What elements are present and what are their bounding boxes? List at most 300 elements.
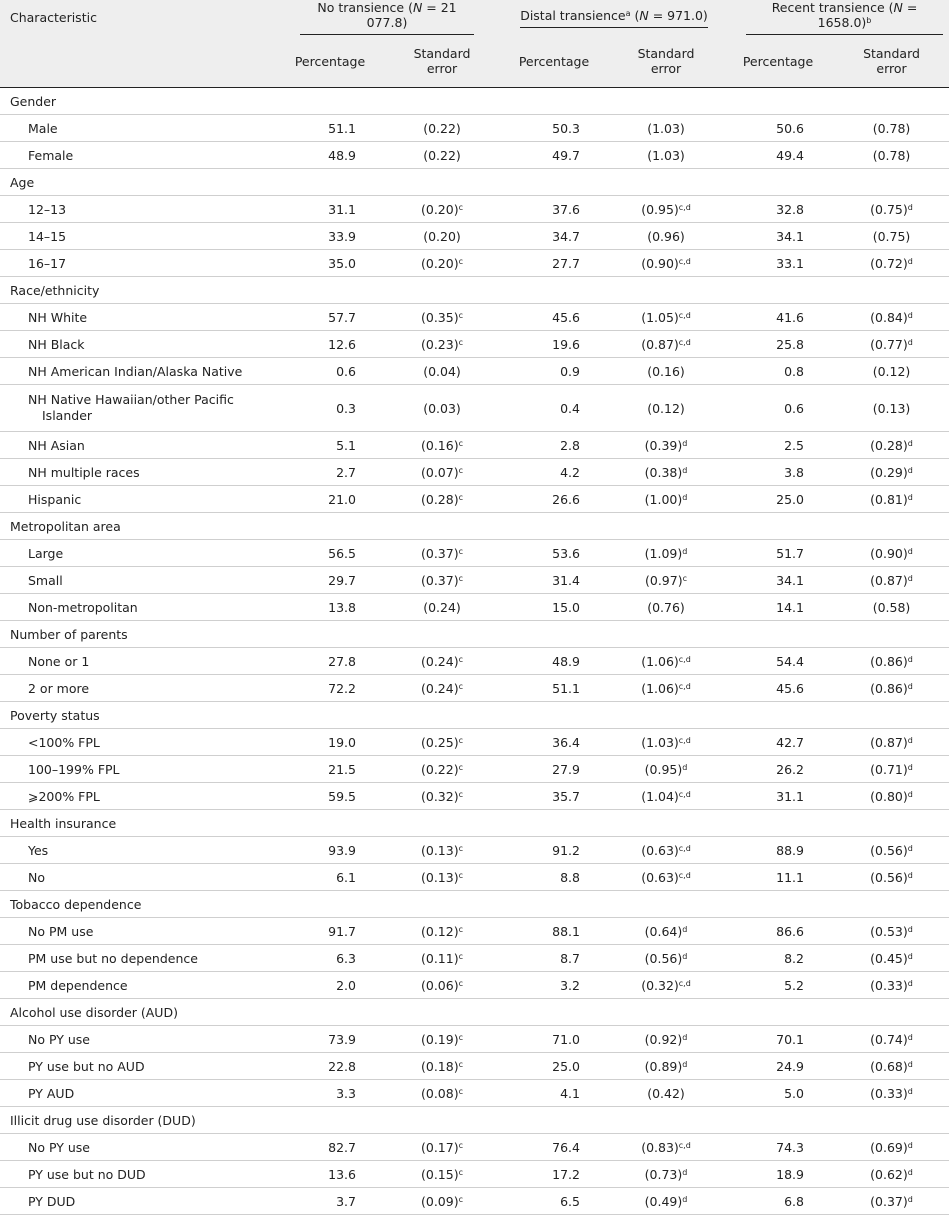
- row-label: [0, 837, 274, 864]
- section-row: [0, 810, 949, 837]
- section-label: Illicit drug use disorder (DUD): [0, 1107, 949, 1134]
- standard-error-cell: [386, 115, 498, 142]
- table-row: [0, 250, 949, 277]
- table-row: [0, 358, 949, 385]
- row-label-text: PY use but no AUD: [28, 1058, 145, 1074]
- significance-footnote: d: [907, 762, 913, 772]
- row-label-text: 14–15: [28, 228, 67, 244]
- row-label-text: Large: [28, 545, 64, 561]
- header-row-subcols: [0, 35, 949, 88]
- row-label-text: Male: [28, 120, 58, 136]
- standard-error-cell: [386, 142, 498, 169]
- standard-error-value: (0.22): [421, 761, 459, 777]
- standard-error-cell: [610, 594, 722, 621]
- percentage-cell: 0.6: [274, 358, 386, 385]
- percentage-cell: 0.9: [498, 358, 610, 385]
- standard-error-cell: [610, 837, 722, 864]
- standard-error-cell: [834, 918, 949, 945]
- significance-footnote: d: [907, 1032, 913, 1042]
- section-row: [0, 513, 949, 540]
- standard-error-cell: [386, 945, 498, 972]
- row-label: [0, 1188, 274, 1215]
- standard-error-value: (1.03): [641, 734, 679, 750]
- significance-footnote: c: [458, 1086, 463, 1096]
- table-row: [0, 1080, 949, 1107]
- section-row: [0, 88, 949, 115]
- standard-error-cell: [834, 594, 949, 621]
- percentage-cell: 73.9: [274, 1026, 386, 1053]
- significance-footnote: d: [682, 492, 688, 502]
- table-row: [0, 115, 949, 142]
- significance-footnote: c: [458, 1059, 463, 1069]
- row-label-text: No PM use: [28, 923, 94, 939]
- standard-error-value: (0.71): [870, 761, 908, 777]
- significance-footnote: d: [907, 951, 913, 961]
- standard-error-cell: [386, 540, 498, 567]
- table-row: [0, 459, 949, 486]
- standard-error-value: (0.63): [641, 842, 679, 858]
- standard-error-cell: [610, 540, 722, 567]
- significance-footnote: d: [682, 1167, 688, 1177]
- standard-error-value: (0.87): [870, 572, 908, 588]
- standard-error-value: (0.83): [641, 1139, 679, 1155]
- significance-footnote: d: [907, 1059, 913, 1069]
- section-label: Metropolitan area: [0, 513, 949, 540]
- percentage-cell: 33.9: [274, 223, 386, 250]
- percentage-cell: 25.0: [722, 486, 834, 513]
- standard-error-cell: [834, 1026, 949, 1053]
- standard-error-value: (1.05): [641, 309, 679, 325]
- percentage-cell: 36.4: [498, 729, 610, 756]
- standard-error-cell: [834, 972, 949, 999]
- group-header-distal-transience: Distal transience$^a$ (N = 971.0): [498, 0, 722, 35]
- standard-error-value: (0.53): [870, 923, 908, 939]
- standard-error-cell: [386, 567, 498, 594]
- significance-footnote: c: [458, 1167, 463, 1177]
- percentage-cell: 70.1: [722, 1026, 834, 1053]
- row-label-text: No PY use: [28, 1139, 90, 1155]
- row-label-text: 12–13: [28, 201, 67, 217]
- percentage-cell: 74.3: [722, 1134, 834, 1161]
- row-label-text: PY AUD: [28, 1085, 75, 1101]
- table-row: [0, 594, 949, 621]
- table-row: [0, 756, 949, 783]
- percentage-cell: 29.7: [274, 567, 386, 594]
- significance-footnote: c,d: [678, 870, 691, 880]
- standard-error-value: (0.92): [644, 1031, 683, 1047]
- row-label: [0, 945, 274, 972]
- standard-error-cell: [610, 756, 722, 783]
- percentage-cell: 72.2: [274, 675, 386, 702]
- row-label-text: Non-metropolitan: [28, 599, 138, 615]
- standard-error-value: (0.97): [645, 572, 683, 588]
- significance-footnote: c,d: [678, 978, 691, 988]
- standard-error-value: (0.72): [870, 255, 908, 271]
- significance-footnote: d: [682, 1194, 688, 1204]
- subcol-percentage: Percentage: [722, 35, 834, 88]
- standard-error-value: (0.12): [647, 400, 685, 416]
- standard-error-value: (0.68): [870, 1058, 908, 1074]
- standard-error-cell: [610, 918, 722, 945]
- row-label-text: NH multiple races: [28, 464, 140, 480]
- significance-footnote: c,d: [678, 843, 691, 853]
- significance-footnote: c: [458, 1032, 463, 1042]
- standard-error-cell: [386, 1026, 498, 1053]
- table-row: [0, 331, 949, 358]
- standard-error-cell: [386, 972, 498, 999]
- percentage-cell: 31.4: [498, 567, 610, 594]
- subcol-standard-error: Standard error: [386, 35, 498, 88]
- standard-error-value: (0.17): [421, 1139, 459, 1155]
- standard-error-value: (0.24): [421, 680, 459, 696]
- significance-footnote: c,d: [678, 654, 691, 664]
- row-label: [0, 567, 274, 594]
- percentage-cell: 12.6: [274, 331, 386, 358]
- standard-error-cell: [834, 783, 949, 810]
- standard-error-cell: [834, 432, 949, 459]
- percentage-cell: 5.0: [722, 1080, 834, 1107]
- standard-error-cell: [386, 918, 498, 945]
- significance-footnote: c: [458, 256, 463, 266]
- row-label: [0, 486, 274, 513]
- standard-error-cell: [834, 115, 949, 142]
- significance-footnote: c: [458, 573, 463, 583]
- significance-footnote: c: [682, 573, 687, 583]
- significance-footnote: d: [907, 1194, 913, 1204]
- percentage-cell: 49.7: [498, 142, 610, 169]
- standard-error-value: (0.22): [423, 147, 461, 163]
- standard-error-cell: [834, 567, 949, 594]
- row-label-text: No: [28, 869, 45, 885]
- standard-error-value: (0.96): [647, 228, 685, 244]
- row-label: [0, 648, 274, 675]
- percentage-cell: 21.0: [274, 486, 386, 513]
- significance-footnote: d: [907, 870, 913, 880]
- row-label-text: PM use but no dependence: [28, 950, 198, 966]
- percentage-cell: 27.9: [498, 756, 610, 783]
- standard-error-cell: [386, 1080, 498, 1107]
- percentage-cell: 11.1: [722, 864, 834, 891]
- standard-error-cell: [610, 1134, 722, 1161]
- standard-error-cell: [610, 250, 722, 277]
- significance-footnote: c: [458, 681, 463, 691]
- significance-footnote: d: [907, 256, 913, 266]
- row-label-text: Hispanic: [28, 491, 82, 507]
- standard-error-cell: [834, 837, 949, 864]
- percentage-cell: 4.2: [498, 459, 610, 486]
- standard-error-value: (0.37): [421, 572, 459, 588]
- standard-error-cell: [610, 223, 722, 250]
- standard-error-cell: [834, 864, 949, 891]
- significance-footnote: c: [458, 202, 463, 212]
- table-row: [0, 864, 949, 891]
- row-label-continuation: Islander: [42, 408, 93, 423]
- row-label: [0, 756, 274, 783]
- standard-error-cell: [834, 196, 949, 223]
- significance-footnote: c: [458, 735, 463, 745]
- standard-error-cell: [834, 331, 949, 358]
- standard-error-cell: [834, 459, 949, 486]
- significance-footnote: d: [907, 310, 913, 320]
- standard-error-cell: [834, 358, 949, 385]
- significance-footnote: d: [682, 762, 688, 772]
- percentage-cell: 8.7: [498, 945, 610, 972]
- percentage-cell: 56.5: [274, 540, 386, 567]
- standard-error-value: (0.16): [421, 437, 459, 453]
- standard-error-cell: [610, 864, 722, 891]
- standard-error-value: (0.24): [423, 599, 461, 615]
- percentage-cell: 51.1: [274, 115, 386, 142]
- percentage-cell: 35.0: [274, 250, 386, 277]
- significance-footnote: d: [682, 1032, 688, 1042]
- percentage-cell: 31.1: [722, 783, 834, 810]
- percentage-cell: 50.6: [722, 115, 834, 142]
- significance-footnote: d: [907, 978, 913, 988]
- standard-error-value: (0.58): [872, 599, 911, 615]
- significance-footnote: c: [458, 438, 463, 448]
- standard-error-value: (0.20): [421, 201, 459, 217]
- standard-error-value: (0.39): [644, 437, 683, 453]
- percentage-cell: 59.5: [274, 783, 386, 810]
- standard-error-cell: [610, 304, 722, 331]
- table-body: [0, 88, 949, 1215]
- standard-error-cell: [610, 1161, 722, 1188]
- standard-error-cell: [610, 486, 722, 513]
- percentage-cell: 37.6: [498, 196, 610, 223]
- standard-error-cell: [386, 1053, 498, 1080]
- row-label: [0, 540, 274, 567]
- standard-error-cell: [386, 223, 498, 250]
- significance-footnote: c,d: [678, 1140, 691, 1150]
- table-row: [0, 918, 949, 945]
- standard-error-value: (0.33): [870, 977, 908, 993]
- standard-error-value: (0.90): [870, 545, 908, 561]
- standard-error-value: (0.42): [647, 1085, 685, 1101]
- characteristic-header: Characteristic: [0, 0, 274, 35]
- row-label: [0, 1080, 274, 1107]
- standard-error-cell: [610, 729, 722, 756]
- significance-footnote: c,d: [678, 256, 691, 266]
- percentage-cell: 3.7: [274, 1188, 386, 1215]
- percentage-cell: 91.2: [498, 837, 610, 864]
- section-row: [0, 1107, 949, 1134]
- percentage-cell: 57.7: [274, 304, 386, 331]
- standard-error-value: (0.12): [421, 923, 459, 939]
- percentage-cell: 35.7: [498, 783, 610, 810]
- standard-error-value: (0.74): [870, 1031, 908, 1047]
- percentage-cell: 48.9: [498, 648, 610, 675]
- standard-error-value: (0.28): [870, 437, 908, 453]
- standard-error-value: (1.04): [641, 788, 679, 804]
- standard-error-cell: [386, 459, 498, 486]
- significance-footnote: c,d: [678, 789, 691, 799]
- standard-error-value: (0.29): [870, 464, 908, 480]
- standard-error-cell: [386, 1161, 498, 1188]
- standard-error-cell: [386, 486, 498, 513]
- group-header-no-transience: No transience (N = 21 077.8): [274, 0, 498, 35]
- percentage-cell: 48.9: [274, 142, 386, 169]
- row-label: [0, 1161, 274, 1188]
- percentage-cell: 2.0: [274, 972, 386, 999]
- percentage-cell: 19.0: [274, 729, 386, 756]
- table-row: [0, 567, 949, 594]
- standard-error-value: (0.28): [421, 491, 459, 507]
- standard-error-value: (0.62): [870, 1166, 908, 1182]
- standard-error-cell: [834, 945, 949, 972]
- subcol-standard-error: Standard error: [610, 35, 722, 88]
- percentage-cell: 45.6: [498, 304, 610, 331]
- significance-footnote: d: [682, 951, 688, 961]
- significance-footnote: c: [458, 465, 463, 475]
- standard-error-cell: [834, 1080, 949, 1107]
- percentage-cell: 32.8: [722, 196, 834, 223]
- standard-error-value: (0.20): [421, 255, 459, 271]
- standard-error-value: (0.25): [421, 734, 459, 750]
- standard-error-cell: [386, 1134, 498, 1161]
- row-label-text: 2 or more: [28, 680, 90, 696]
- standard-error-value: (0.37): [421, 545, 459, 561]
- table-row: [0, 540, 949, 567]
- percentage-cell: 45.6: [722, 675, 834, 702]
- standard-error-value: (1.03): [647, 120, 685, 136]
- row-label-text: Yes: [28, 842, 49, 858]
- row-label: [0, 331, 274, 358]
- table-row: [0, 196, 949, 223]
- section-label: Health insurance: [0, 810, 949, 837]
- standard-error-cell: [610, 358, 722, 385]
- percentage-cell: 50.3: [498, 115, 610, 142]
- standard-error-value: (0.87): [870, 734, 908, 750]
- standard-error-value: (0.15): [421, 1166, 459, 1182]
- standard-error-cell: [386, 729, 498, 756]
- row-label: [0, 142, 274, 169]
- standard-error-value: (0.03): [423, 400, 461, 416]
- percentage-cell: 6.1: [274, 864, 386, 891]
- standard-error-value: (0.69): [870, 1139, 908, 1155]
- standard-error-cell: [610, 783, 722, 810]
- standard-error-cell: [834, 540, 949, 567]
- significance-footnote: d: [907, 735, 913, 745]
- row-label: [0, 250, 274, 277]
- standard-error-cell: [610, 1053, 722, 1080]
- percentage-cell: 18.9: [722, 1161, 834, 1188]
- significance-footnote: d: [907, 1140, 913, 1150]
- row-label-text: 16–17: [28, 255, 67, 271]
- section-row: [0, 277, 949, 304]
- standard-error-value: (0.45): [870, 950, 908, 966]
- row-label-text: NH Asian: [28, 437, 85, 453]
- percentage-cell: 21.5: [274, 756, 386, 783]
- significance-footnote: d: [682, 465, 688, 475]
- significance-footnote: d: [907, 438, 913, 448]
- percentage-cell: 27.8: [274, 648, 386, 675]
- significance-footnote: c: [458, 1140, 463, 1150]
- standard-error-cell: [386, 864, 498, 891]
- row-label: [0, 783, 274, 810]
- significance-footnote: d: [907, 843, 913, 853]
- significance-footnote: c: [458, 762, 463, 772]
- standard-error-cell: [610, 972, 722, 999]
- standard-error-cell: [386, 250, 498, 277]
- standard-error-value: (0.75): [870, 201, 908, 217]
- standard-error-value: (0.38): [644, 464, 683, 480]
- significance-footnote: c: [458, 870, 463, 880]
- significance-footnote: d: [682, 924, 688, 934]
- standard-error-value: (0.24): [421, 653, 459, 669]
- standard-error-value: (0.37): [870, 1193, 908, 1209]
- significance-footnote: c: [458, 492, 463, 502]
- significance-footnote: d: [682, 546, 688, 556]
- section-label: Race/ethnicity: [0, 277, 949, 304]
- standard-error-cell: [834, 1188, 949, 1215]
- percentage-cell: 27.7: [498, 250, 610, 277]
- standard-error-cell: [386, 196, 498, 223]
- standard-error-value: (0.87): [641, 336, 679, 352]
- standard-error-cell: [834, 223, 949, 250]
- percentage-cell: 15.0: [498, 594, 610, 621]
- standard-error-cell: [834, 304, 949, 331]
- table-row: [0, 1161, 949, 1188]
- standard-error-value: (0.77): [870, 336, 908, 352]
- standard-error-value: (0.63): [641, 869, 679, 885]
- row-label: [0, 385, 274, 432]
- significance-footnote: d: [907, 924, 913, 934]
- standard-error-value: (0.32): [421, 788, 459, 804]
- standard-error-cell: [834, 675, 949, 702]
- table-row: [0, 486, 949, 513]
- subcol-percentage: Percentage: [274, 35, 386, 88]
- standard-error-cell: [386, 675, 498, 702]
- standard-error-value: (0.09): [421, 1193, 459, 1209]
- standard-error-cell: [834, 385, 949, 432]
- significance-footnote: d: [682, 438, 688, 448]
- standard-error-value: (0.56): [644, 950, 683, 966]
- standard-error-value: (0.64): [644, 923, 683, 939]
- percentage-cell: 42.7: [722, 729, 834, 756]
- table-row: [0, 385, 949, 432]
- standard-error-cell: [386, 385, 498, 432]
- significance-footnote: d: [907, 573, 913, 583]
- row-label: [0, 594, 274, 621]
- percentage-cell: 91.7: [274, 918, 386, 945]
- section-row: [0, 891, 949, 918]
- percentage-cell: 19.6: [498, 331, 610, 358]
- row-label: [0, 972, 274, 999]
- significance-footnote: c: [458, 546, 463, 556]
- significance-footnote: c: [458, 843, 463, 853]
- percentage-cell: 13.6: [274, 1161, 386, 1188]
- standard-error-value: (1.06): [641, 680, 679, 696]
- standard-error-value: (0.20): [423, 228, 461, 244]
- standard-error-value: (0.73): [644, 1166, 683, 1182]
- significance-footnote: c,d: [678, 337, 691, 347]
- row-label-text: PY DUD: [28, 1193, 76, 1209]
- table-row: [0, 648, 949, 675]
- percentage-cell: 6.5: [498, 1188, 610, 1215]
- table-row: [0, 675, 949, 702]
- percentage-cell: 26.2: [722, 756, 834, 783]
- significance-footnote: c: [458, 789, 463, 799]
- standard-error-value: (0.23): [421, 336, 459, 352]
- standard-error-value: (0.80): [870, 788, 908, 804]
- section-label: Poverty status: [0, 702, 949, 729]
- significance-footnote: d: [907, 337, 913, 347]
- row-label: [0, 115, 274, 142]
- percentage-cell: 54.4: [722, 648, 834, 675]
- significance-footnote: c,d: [678, 681, 691, 691]
- percentage-cell: 33.1: [722, 250, 834, 277]
- percentage-cell: 0.3: [274, 385, 386, 432]
